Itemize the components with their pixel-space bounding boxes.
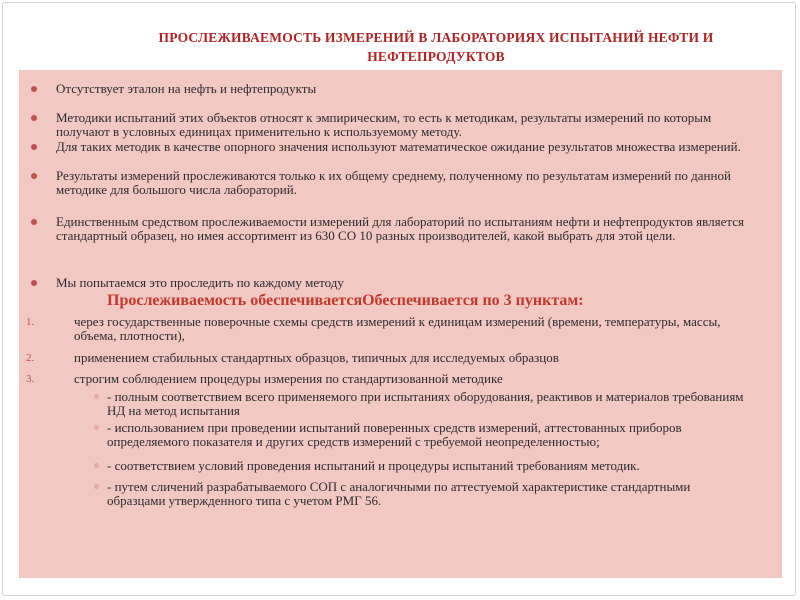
bullet-item: Методики испытаний этих объектов относят к эмпирическим, то есть к методикам, результаты измерений по которым получают в условных единицах применительно к используемому методу. bbox=[56, 111, 756, 139]
sub-bullet-item: - путем сличений разрабатываемого СОП с аналогичными по аттестуемой характеристике стандартными образцами утвержденного типа с учетом РМГ 56. bbox=[107, 480, 747, 508]
bullet-icon bbox=[31, 115, 37, 121]
bullet-icon bbox=[31, 173, 37, 179]
sub-bullet-item: - полным соответствием всего применяемого при испытаниях оборудования, реактивов и материалов требованиям НД на метод испытания bbox=[107, 390, 747, 418]
numbered-item: 2. применением стабильных стандартных образцов, типичных для исследуемых образцов bbox=[26, 350, 559, 365]
numbered-item: 1. через государственные поверочные схемы средств измерений к единицам измерений (времени, температуры, массы, объема, плотности), bbox=[26, 314, 721, 343]
slide-title: ПРОСЛЕЖИВАЕМОСТЬ ИЗМЕРЕНИЙ В ЛАБОРАТОРИЯХ ИСПЫТАНИЙ НЕФТИ И НЕФТЕПРОДУКТОВ bbox=[158, 30, 714, 64]
bullet-icon bbox=[31, 219, 37, 225]
bullet-icon bbox=[31, 144, 37, 150]
bullet-item: Мы попытаемся это проследить по каждому методу bbox=[56, 276, 756, 290]
sub-bullet-icon bbox=[94, 484, 99, 489]
numbered-item: 3. строгим соблюдением процедуры измерения по стандартизованной методике bbox=[26, 371, 503, 386]
bullet-icon bbox=[31, 86, 37, 92]
sub-bullet-item: - использованием при проведении испытаний поверенных средств измерений, аттестованных приборов определяемого показателя и других средств измерений с требуемой неопределенностью; bbox=[107, 421, 747, 449]
sub-bullet-icon bbox=[94, 394, 99, 399]
bullet-item: Результаты измерений прослеживаются только к их общему среднему, полученному по результатам измерений по данной методике для большого числа лабораторий. bbox=[56, 169, 756, 197]
content-panel bbox=[19, 70, 782, 578]
bullet-item: Для таких методик в качестве опорного значения используют математическое ожидание результатов множества измерений. bbox=[56, 140, 756, 154]
bullet-icon bbox=[31, 280, 37, 286]
sub-bullet-icon bbox=[94, 425, 99, 430]
bullet-item: Отсутствует эталон на нефть и нефтепродукты bbox=[56, 82, 756, 96]
bullet-item: Единственным средством прослеживаемости измерений для лабораторий по испытаниям нефти и нефтепродуктов является стандартный образец, но имея ассортимент из 630 СО 10 разных производителей, какой выбрать для этой цели. bbox=[56, 215, 756, 243]
sub-bullet-icon bbox=[94, 463, 99, 468]
section-heading: Прослеживаемость обеспечиваетсяОбеспечивается по 3 пунктам: bbox=[107, 292, 584, 309]
sub-bullet-item: - соответствием условий проведения испытаний и процедуры испытаний требованиям методик. bbox=[107, 459, 747, 473]
